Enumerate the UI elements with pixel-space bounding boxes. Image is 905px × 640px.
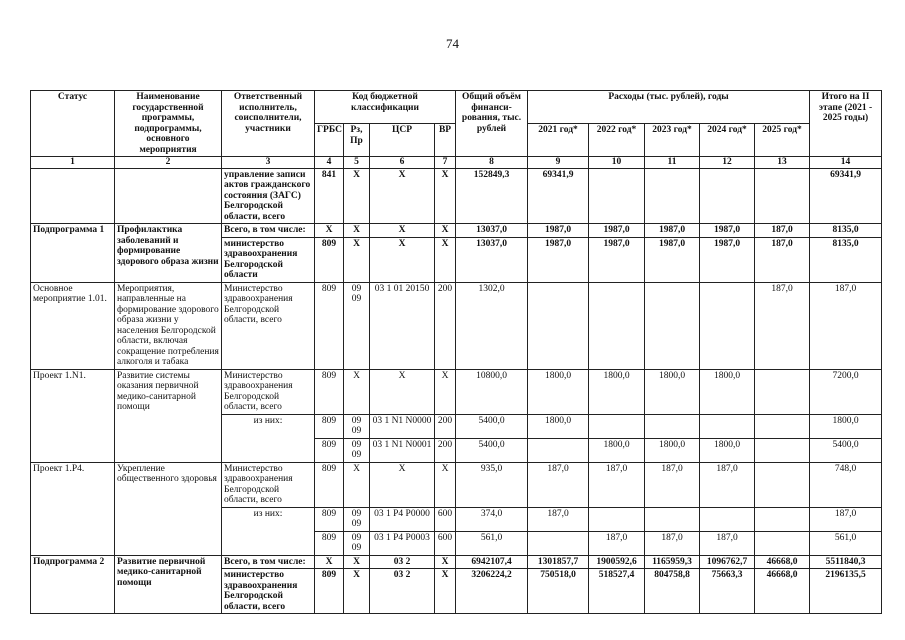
rz-cell: 09 09 xyxy=(344,507,370,531)
y2023-cell: 1800,0 xyxy=(645,369,700,414)
name-cell xyxy=(115,168,222,224)
y2022-cell: 1987,0 xyxy=(589,237,645,282)
rz-cell: Х xyxy=(344,224,370,238)
header-expenses: Расходы (тыс. рублей), годы xyxy=(528,91,810,124)
itogo-cell: 561,0 xyxy=(810,531,882,555)
page-number: 74 xyxy=(446,36,459,51)
rz-cell: 09 09 xyxy=(344,414,370,438)
header-rz: Рз, Пр xyxy=(344,124,370,157)
header-name: Наименование государственной программы, подпрограммы, основного мероприятия xyxy=(115,91,222,157)
total-cell: 5400,0 xyxy=(456,438,528,462)
col-number: 9 xyxy=(528,157,589,169)
y2021-cell: 1301857,7 xyxy=(528,555,589,569)
grbs-cell: 809 xyxy=(315,438,344,462)
header-2024: 2024 год* xyxy=(700,124,755,157)
y2021-cell: 1800,0 xyxy=(528,369,589,414)
rz-cell: Х xyxy=(344,555,370,569)
y2021-cell: 750518,0 xyxy=(528,569,589,614)
y2022-cell: 1800,0 xyxy=(589,438,645,462)
csr-cell: 03 1 N1 N0000 xyxy=(370,414,435,438)
y2022-cell xyxy=(589,282,645,369)
y2024-cell: 1800,0 xyxy=(700,438,755,462)
rz-cell: Х xyxy=(344,369,370,414)
itogo-cell: 748,0 xyxy=(810,462,882,507)
y2024-cell: 75663,3 xyxy=(700,569,755,614)
status-cell xyxy=(31,168,115,224)
itogo-cell: 69341,9 xyxy=(810,168,882,224)
rz-cell: 09 09 xyxy=(344,438,370,462)
header-2025: 2025 год* xyxy=(755,124,810,157)
table-row xyxy=(31,369,882,414)
header-2022: 2022 год* xyxy=(589,124,645,157)
table-row xyxy=(31,282,882,369)
name-cell: Профилактика заболеваний и формирование здорового образа жизни xyxy=(115,224,222,283)
y2021-cell: 1987,0 xyxy=(528,237,589,282)
total-cell: 1302,0 xyxy=(456,282,528,369)
y2021-cell xyxy=(528,438,589,462)
col-number: 5 xyxy=(344,157,370,169)
y2021-cell: 187,0 xyxy=(528,507,589,531)
y2022-cell: 1900592,6 xyxy=(589,555,645,569)
vr-cell: 200 xyxy=(435,438,456,462)
total-cell: 935,0 xyxy=(456,462,528,507)
responsible-cell: Всего, в том числе: xyxy=(222,555,315,569)
responsible-cell: Министерство здравоохранения Белгородской области, всего xyxy=(222,369,315,414)
itogo-cell: 187,0 xyxy=(810,507,882,531)
grbs-cell: 809 xyxy=(315,569,344,614)
total-cell: 374,0 xyxy=(456,507,528,531)
vr-cell: Х xyxy=(435,168,456,224)
csr-cell: 03 1 01 20150 xyxy=(370,282,435,369)
table-row xyxy=(31,224,882,238)
header-2023: 2023 год* xyxy=(645,124,700,157)
y2023-cell: 1987,0 xyxy=(645,237,700,282)
vr-cell: 200 xyxy=(435,282,456,369)
column-number-row xyxy=(31,157,882,169)
col-number: 6 xyxy=(370,157,435,169)
total-cell: 13037,0 xyxy=(456,224,528,238)
csr-cell: 03 1 Р4 Р0000 xyxy=(370,507,435,531)
header-2021: 2021 год* xyxy=(528,124,589,157)
y2024-cell xyxy=(700,414,755,438)
y2021-cell: 187,0 xyxy=(528,462,589,507)
csr-cell: 03 2 xyxy=(370,569,435,614)
responsible-cell: Министерство здравоохранения Белгородской области, всего xyxy=(222,282,315,369)
y2025-cell: 187,0 xyxy=(755,224,810,238)
budget-table xyxy=(30,90,882,614)
status-cell: Основное мероприятие 1.01. xyxy=(31,282,115,369)
y2023-cell: 1165959,3 xyxy=(645,555,700,569)
name-cell: Укрепление общественного здоровья xyxy=(115,462,222,555)
col-number: 4 xyxy=(315,157,344,169)
total-cell: 561,0 xyxy=(456,531,528,555)
y2025-cell: 187,0 xyxy=(755,237,810,282)
status-cell: Подпрограмма 2 xyxy=(31,555,115,614)
y2025-cell xyxy=(755,438,810,462)
y2024-cell: 1987,0 xyxy=(700,237,755,282)
y2022-cell: 518527,4 xyxy=(589,569,645,614)
grbs-cell: Х xyxy=(315,555,344,569)
itogo-cell: 8135,0 xyxy=(810,237,882,282)
header-status: Статус xyxy=(31,91,115,157)
table-row xyxy=(31,555,882,569)
header-total-volume: Общий объём финанси-рования, тыс. рублей xyxy=(456,91,528,157)
grbs-cell: 809 xyxy=(315,369,344,414)
y2021-cell xyxy=(528,282,589,369)
y2022-cell: 187,0 xyxy=(589,531,645,555)
total-cell: 152849,3 xyxy=(456,168,528,224)
vr-cell: 600 xyxy=(435,531,456,555)
y2021-cell: 69341,9 xyxy=(528,168,589,224)
rz-cell: 09 09 xyxy=(344,531,370,555)
responsible-cell: министерство здравоохранения Белгородской области, всего xyxy=(222,569,315,614)
col-number: 10 xyxy=(589,157,645,169)
csr-cell: Х xyxy=(370,462,435,507)
csr-cell: Х xyxy=(370,369,435,414)
csr-cell: Х xyxy=(370,237,435,282)
col-number: 8 xyxy=(456,157,528,169)
grbs-cell: 809 xyxy=(315,531,344,555)
y2021-cell xyxy=(528,531,589,555)
y2025-cell xyxy=(755,168,810,224)
y2023-cell: 804758,8 xyxy=(645,569,700,614)
itogo-cell: 187,0 xyxy=(810,282,882,369)
y2022-cell: 1800,0 xyxy=(589,369,645,414)
rz-cell: Х xyxy=(344,237,370,282)
y2024-cell xyxy=(700,282,755,369)
itogo-cell: 5511840,3 xyxy=(810,555,882,569)
col-number: 3 xyxy=(222,157,315,169)
responsible-cell: Всего, в том числе: xyxy=(222,224,315,238)
y2025-cell: 187,0 xyxy=(755,282,810,369)
status-cell: Проект 1.N1. xyxy=(31,369,115,462)
col-number: 2 xyxy=(115,157,222,169)
y2023-cell: 1800,0 xyxy=(645,438,700,462)
header-itogo: Итого на II этапе (2021 - 2025 годы) xyxy=(810,91,882,157)
y2025-cell: 46668,0 xyxy=(755,569,810,614)
y2024-cell xyxy=(700,507,755,531)
total-cell: 3206224,2 xyxy=(456,569,528,614)
y2025-cell xyxy=(755,369,810,414)
name-cell: Мероприятия, направленные на формирование здорового образа жизни у населения Белгородской области, включая сокращение потребления алкоголя и табака xyxy=(115,282,222,369)
y2021-cell: 1987,0 xyxy=(528,224,589,238)
y2023-cell: 187,0 xyxy=(645,531,700,555)
y2022-cell xyxy=(589,507,645,531)
header-responsible: Ответственный исполнитель, соисполнители, участники xyxy=(222,91,315,157)
y2022-cell xyxy=(589,168,645,224)
grbs-cell: 809 xyxy=(315,507,344,531)
grbs-cell: Х xyxy=(315,224,344,238)
itogo-cell: 7200,0 xyxy=(810,369,882,414)
csr-cell: Х xyxy=(370,168,435,224)
y2024-cell: 1096762,7 xyxy=(700,555,755,569)
rz-cell: Х xyxy=(344,462,370,507)
rz-cell: 09 09 xyxy=(344,282,370,369)
y2023-cell: 187,0 xyxy=(645,462,700,507)
vr-cell: Х xyxy=(435,462,456,507)
y2023-cell xyxy=(645,282,700,369)
y2025-cell xyxy=(755,414,810,438)
y2024-cell xyxy=(700,168,755,224)
vr-cell: 200 xyxy=(435,414,456,438)
itogo-cell: 1800,0 xyxy=(810,414,882,438)
header-grbs: ГРБС xyxy=(315,124,344,157)
y2023-cell: 1987,0 xyxy=(645,224,700,238)
rz-cell: Х xyxy=(344,569,370,614)
y2022-cell xyxy=(589,414,645,438)
vr-cell: Х xyxy=(435,569,456,614)
header-vr: ВР xyxy=(435,124,456,157)
col-number: 7 xyxy=(435,157,456,169)
responsible-cell: министерство здравоохранения Белгородской области xyxy=(222,237,315,282)
y2025-cell xyxy=(755,462,810,507)
y2022-cell: 1987,0 xyxy=(589,224,645,238)
itogo-cell: 5400,0 xyxy=(810,438,882,462)
total-cell: 5400,0 xyxy=(456,414,528,438)
csr-cell: 03 1 Р4 Р0003 xyxy=(370,531,435,555)
vr-cell: Х xyxy=(435,237,456,282)
y2024-cell: 187,0 xyxy=(700,462,755,507)
y2021-cell: 1800,0 xyxy=(528,414,589,438)
csr-cell: 03 2 xyxy=(370,555,435,569)
vr-cell: 600 xyxy=(435,507,456,531)
y2024-cell: 187,0 xyxy=(700,531,755,555)
total-cell: 10800,0 xyxy=(456,369,528,414)
vr-cell: Х xyxy=(435,369,456,414)
y2024-cell: 1800,0 xyxy=(700,369,755,414)
total-cell: 13037,0 xyxy=(456,237,528,282)
table-row xyxy=(31,462,882,507)
header-budget-code: Код бюджетной классификации xyxy=(315,91,456,124)
col-number: 12 xyxy=(700,157,755,169)
y2025-cell xyxy=(755,531,810,555)
responsible-cell: управление записи актов гражданского состояния (ЗАГС) Белгородской области, всего xyxy=(222,168,315,224)
y2025-cell: 46668,0 xyxy=(755,555,810,569)
table-row xyxy=(31,168,882,224)
y2023-cell xyxy=(645,414,700,438)
y2024-cell: 1987,0 xyxy=(700,224,755,238)
responsible-cell: из них: xyxy=(222,507,315,555)
total-cell: 6942107,4 xyxy=(456,555,528,569)
csr-cell: Х xyxy=(370,224,435,238)
grbs-cell: 841 xyxy=(315,168,344,224)
col-number: 14 xyxy=(810,157,882,169)
y2022-cell: 187,0 xyxy=(589,462,645,507)
grbs-cell: 809 xyxy=(315,282,344,369)
rz-cell: Х xyxy=(344,168,370,224)
vr-cell: Х xyxy=(435,224,456,238)
itogo-cell: 2196135,5 xyxy=(810,569,882,614)
col-number: 1 xyxy=(31,157,115,169)
status-cell: Подпрограмма 1 xyxy=(31,224,115,283)
grbs-cell: 809 xyxy=(315,462,344,507)
header-csr: ЦСР xyxy=(370,124,435,157)
name-cell: Развитие системы оказания первичной медико-санитарной помощи xyxy=(115,369,222,462)
vr-cell: Х xyxy=(435,555,456,569)
grbs-cell: 809 xyxy=(315,237,344,282)
status-cell: Проект 1.Р4. xyxy=(31,462,115,555)
y2023-cell xyxy=(645,168,700,224)
y2023-cell xyxy=(645,507,700,531)
col-number: 13 xyxy=(755,157,810,169)
responsible-cell: Министерство здравоохранения Белгородской области, всего xyxy=(222,462,315,507)
col-number: 11 xyxy=(645,157,700,169)
y2025-cell xyxy=(755,507,810,531)
name-cell: Развитие первичной медико-санитарной помощи xyxy=(115,555,222,614)
itogo-cell: 8135,0 xyxy=(810,224,882,238)
grbs-cell: 809 xyxy=(315,414,344,438)
csr-cell: 03 1 N1 N0001 xyxy=(370,438,435,462)
responsible-cell: из них: xyxy=(222,414,315,462)
